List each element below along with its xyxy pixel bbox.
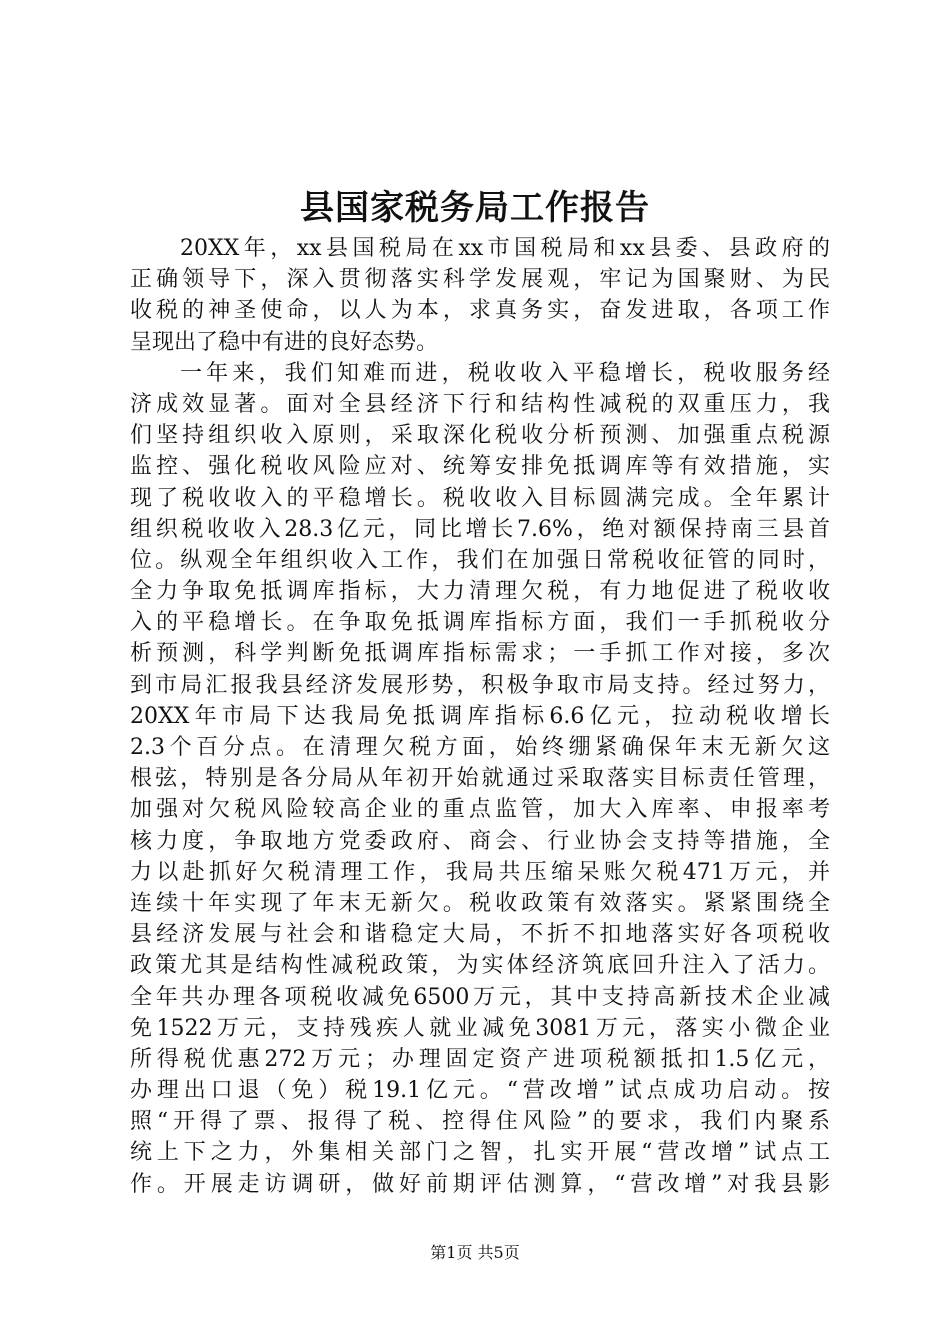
page-number-footer: 第1页 共5页	[430, 1243, 520, 1262]
text-line: 20XX年市局下达我局免抵调库指标6.6亿元，拉动税收增长	[130, 703, 830, 729]
text-line: 统上下之力，外集相关部门之智，扎实开展“营改增”试点工	[130, 1140, 830, 1166]
text-line: 济成效显著。面对全县经济下行和结构性减税的双重压力，我	[130, 391, 830, 417]
text-line: 免1522万元，支持残疾人就业减免3081万元，落实小微企业	[130, 1015, 830, 1041]
text-line: 位。纵观全年组织收入工作，我们在加强日常税收征管的同时，	[130, 547, 830, 573]
text-line: 一年来，我们知难而进，税收收入平稳增长，税收服务经	[180, 360, 830, 386]
document-body	[130, 233, 830, 1200]
text-line: 根弦，特别是各分局从年初开始就通过采取落实目标责任管理，	[130, 766, 830, 792]
text-line: 照“开得了票、报得了税、控得住风险”的要求，我们内聚系	[130, 1109, 830, 1135]
text-line: 连续十年实现了年末无新欠。税收政策有效落实。紧紧围绕全	[130, 890, 830, 916]
text-line: 所得税优惠272万元；办理固定资产进项税额抵扣1.5亿元，	[130, 1046, 830, 1072]
paragraph-intro	[130, 233, 830, 358]
text-line: 作。开展走访调研，做好前期评估测算，“营改增”对我县影	[130, 1171, 830, 1197]
text-line: 们坚持组织收入原则，采取深化税收分析预测、加强重点税源	[130, 423, 830, 449]
text-line: 全年共办理各项税收减免6500万元，其中支持高新技术企业减	[130, 984, 830, 1010]
paragraph-revenue	[130, 358, 830, 1200]
text-line: 办理出口退（免）税19.1亿元。“营改增”试点成功启动。按	[130, 1078, 830, 1104]
text-line: 力以赴抓好欠税清理工作，我局共压缩呆账欠税471万元，并	[130, 859, 830, 885]
text-line: 政策尤其是结构性减税政策，为实体经济筑底回升注入了活力。	[130, 953, 830, 979]
text-line: 2.3个百分点。在清理欠税方面，始终绷紧确保年末无新欠这	[130, 735, 830, 760]
text-line: 析预测，科学判断免抵调库指标需求；一手抓工作对接，多次	[130, 641, 830, 667]
text-line: 现了税收收入的平稳增长。税收收入目标圆满完成。全年累计	[130, 485, 830, 511]
text-line: 全力争取免抵调库指标，大力清理欠税，有力地促进了税收收	[130, 579, 830, 605]
text-line: 加强对欠税风险较高企业的重点监管，加大入库率、申报率考	[130, 797, 830, 823]
text-line: 收税的神圣使命，以人为本，求真务实，奋发进取，各项工作	[130, 298, 830, 324]
text-line: 县经济发展与社会和谐稳定大局，不折不扣地落实好各项税收	[130, 922, 830, 948]
text-line: 核力度，争取地方党委政府、商会、行业协会支持等措施，全	[130, 828, 830, 854]
text-line: 入的平稳增长。在争取免抵调库指标方面，我们一手抓税收分	[130, 610, 830, 636]
text-line: 呈现出了稳中有进的良好态势。	[130, 329, 439, 355]
text-line: 正确领导下，深入贯彻落实科学发展观，牢记为国聚财、为民	[130, 267, 830, 293]
text-line: 到市局汇报我县经济发展形势，积极争取市局支持。经过努力，	[130, 672, 830, 698]
text-line: 监控、强化税收风险应对、统筹安排免抵调库等有效措施，实	[130, 454, 830, 480]
document-title: 县国家税务局工作报告	[300, 188, 650, 228]
text-line: 20XX年，xx县国税局在xx市国税局和xx县委、县政府的	[180, 236, 830, 261]
text-line: 组织税收收入28.3亿元，同比增长7.6%，绝对额保持南三县首	[130, 516, 830, 542]
